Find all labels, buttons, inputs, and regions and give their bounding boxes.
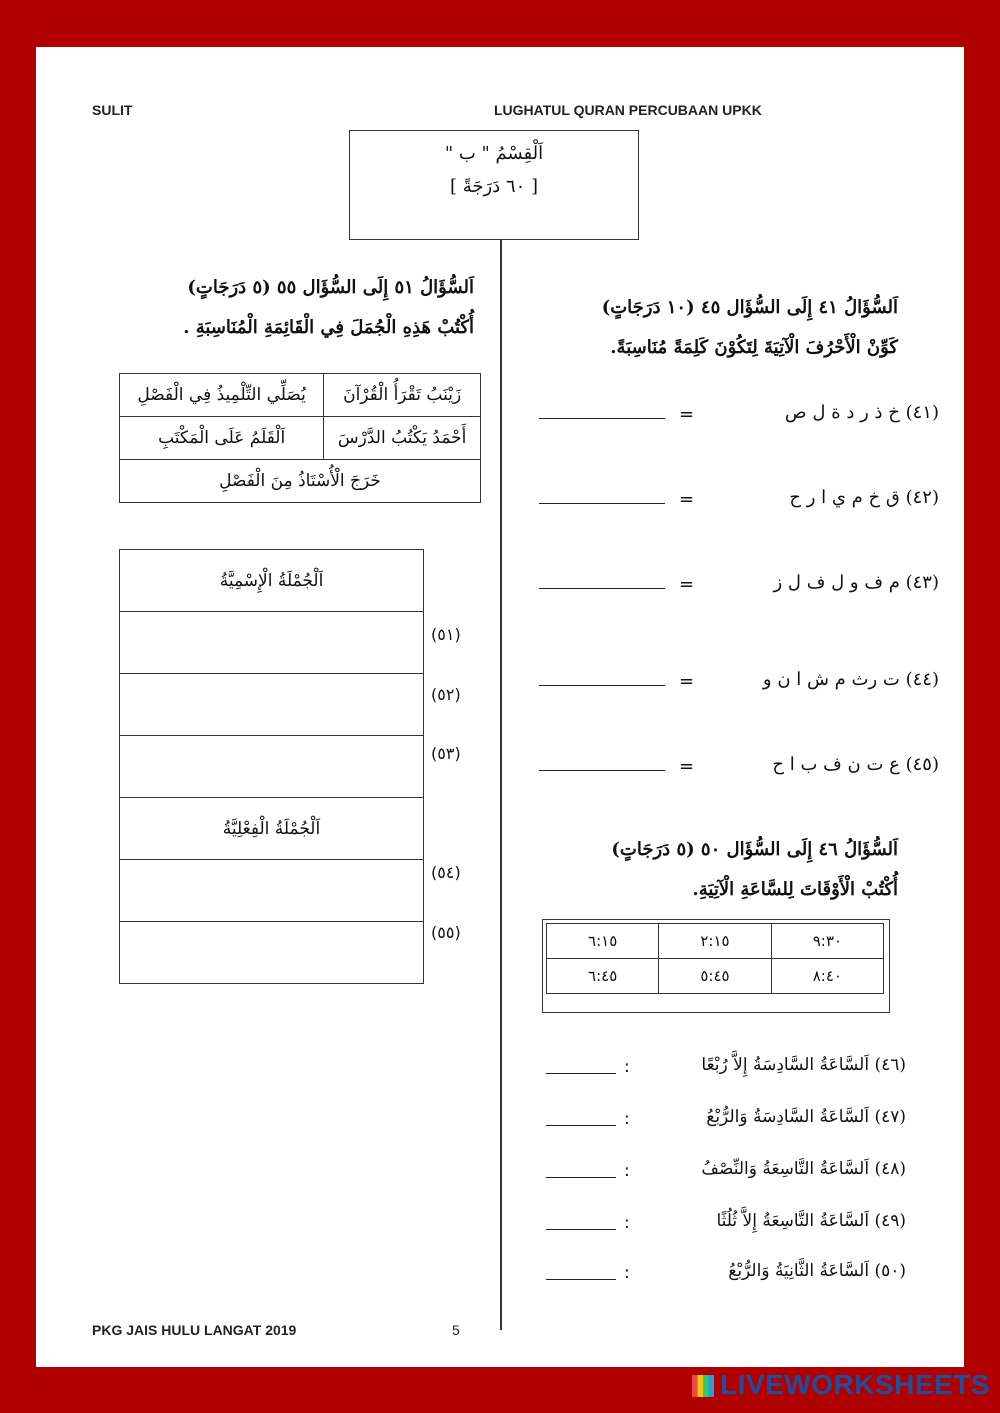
time-cell: ٦:١٥ [547,924,659,959]
time-cell: ٨:٤٠ [771,959,883,994]
sentence-cell: خَرَجَ الْأُسْتَاذُ مِنَ الْفَصْلِ [120,460,481,503]
colon: : [624,1057,630,1077]
sentence-cell: اَلْقَلَمُ عَلَى الْمَكْتَبِ [120,417,324,460]
sentence-cell: أَحْمَدُ يَكْتُبُ الدَّرْسَ [324,417,481,460]
sentence-list-table [119,373,481,503]
answer-cell-53[interactable] [120,736,424,798]
column-divider [500,240,502,1330]
sentence-cell: يُصَلِّي التِّلْمِيذُ فِي الْفَصْلِ [120,374,324,417]
q42-answer-blank[interactable] [539,503,665,504]
question-46 [546,1055,906,1085]
q47-answer-blank[interactable] [546,1125,616,1126]
num-51: (٥١) [431,625,461,644]
q48-answer-blank[interactable] [546,1177,616,1178]
equals-sign: = [679,756,695,777]
answer-cell-51[interactable] [120,612,424,674]
question-50 [546,1261,906,1291]
page-number: 5 [452,1322,460,1338]
answer-cell-54[interactable] [120,860,424,922]
header-right: LUGHATUL QURAN PERCUBAAN UPKK [494,102,762,118]
nominal-sentence-header: اَلْجُمْلَةُ الْإِسْمِيَّةُ [120,550,424,612]
section-title-box [349,130,639,240]
colon: : [624,1213,630,1233]
equals-sign: = [679,404,695,425]
liveworksheets-logo-icon [692,1375,714,1397]
q46-answer-blank[interactable] [546,1073,616,1074]
sentence-classification-table [119,549,424,984]
q43-letters: (٤٣) م ف و ل ف ل ز [773,572,939,593]
part-a-heading: اَلسُّؤَالُ ٤١ إِلَى السُّؤَال ٤٥ (١٠ دَرَجَاتٍ) [601,297,898,318]
question-45 [539,754,939,784]
q42-letters: (٤٢) ق خ م ي ا ر ح [789,487,939,508]
time-cell: ٩:٣٠ [771,924,883,959]
q50-answer-blank[interactable] [546,1279,616,1280]
part-b-instruction: أُكْتُبْ الْأَوْقَاتَ لِلسَّاعَةِ الْآتِيَةِ. [692,879,898,900]
question-48 [546,1159,906,1189]
equals-sign: = [679,574,695,595]
q49-text: (٤٩) اَلسَّاعَةُ التَّاسِعَةُ إِلاَّ ثُلُثًا [716,1211,906,1231]
time-cell: ٦:٤٥ [547,959,659,994]
question-44 [539,669,939,699]
colon: : [624,1161,630,1181]
q41-answer-blank[interactable] [539,418,665,419]
section-title: اَلْقِسْمُ " ب " [444,143,544,164]
question-49 [546,1211,906,1241]
section-marks: [ ٦٠ دَرَجَةً ] [449,176,539,197]
q43-answer-blank[interactable] [539,588,665,589]
q45-letters: (٤٥) ع ت ن ف ب ا ح [772,754,939,775]
liveworksheets-watermark [692,1369,990,1401]
footer-left: PKG JAIS HULU LANGAT 2019 [92,1322,297,1338]
sentence-cell: زَيْنَبُ تَقْرَأُ الْقُرْآنَ [324,374,481,417]
equals-sign: = [679,489,695,510]
worksheet-page [36,47,964,1367]
verbal-sentence-header: اَلْجُمْلَةُ الْفِعْلِيَّةُ [120,798,424,860]
q46-text: (٤٦) اَلسَّاعَةُ السَّادِسَةُ إِلاَّ رُبْعًا [701,1055,906,1075]
answer-cell-52[interactable] [120,674,424,736]
part-c-heading: اَلسُّؤَالُ ٥١ إِلَى السُّؤَال ٥٥ (٥ دَرَجَاتٍ) [187,277,474,298]
header-left: SULIT [92,102,133,118]
q48-text: (٤٨) اَلسَّاعَةُ التَّاسِعَةُ وَالنِّصْفُ [701,1159,906,1179]
q44-letters: (٤٤) ت رث م ش ا ن و [762,669,939,690]
num-53: (٥٣) [431,744,461,763]
times-table [546,923,884,994]
q41-letters: (٤١) خ ذ ر د ة ل ص [784,402,939,423]
part-c-instruction: أُكْتُبْ هَذِهِ الْجُمَلَ فِي الْقَائِمَةِ الْمُنَاسِبَةِ . [183,317,474,338]
q45-answer-blank[interactable] [539,770,665,771]
num-54: (٥٤) [431,863,461,882]
colon: : [624,1263,630,1283]
part-a-instruction: كَوِّنْ الْأَحْرُفَ الْآتِيَةَ لِتَكُوْنَ كَلِمَةً مُنَاسِبَةً. [610,337,898,358]
watermark-text: LIVEWORKSHEETS [720,1369,990,1400]
q49-answer-blank[interactable] [546,1229,616,1230]
num-52: (٥٢) [431,685,461,704]
answer-cell-55[interactable] [120,922,424,984]
num-55: (٥٥) [431,923,461,942]
time-cell: ٢:١٥ [659,924,771,959]
part-b-heading: اَلسُّؤَالُ ٤٦ إِلَى السُّؤَال ٥٠ (٥ دَرَجَاتٍ) [611,839,898,860]
question-42 [539,487,939,517]
equals-sign: = [679,671,695,692]
q47-text: (٤٧) اَلسَّاعَةُ السَّادِسَةُ وَالرُّبْعُ [706,1107,906,1127]
q44-answer-blank[interactable] [539,685,665,686]
time-cell: ٥:٤٥ [659,959,771,994]
colon: : [624,1109,630,1129]
question-41 [539,402,939,432]
question-47 [546,1107,906,1137]
q50-text: (٥٠) اَلسَّاعَةُ الثَّانِيَةُ وَالرُّبْعُ [728,1261,906,1281]
question-43 [539,572,939,602]
